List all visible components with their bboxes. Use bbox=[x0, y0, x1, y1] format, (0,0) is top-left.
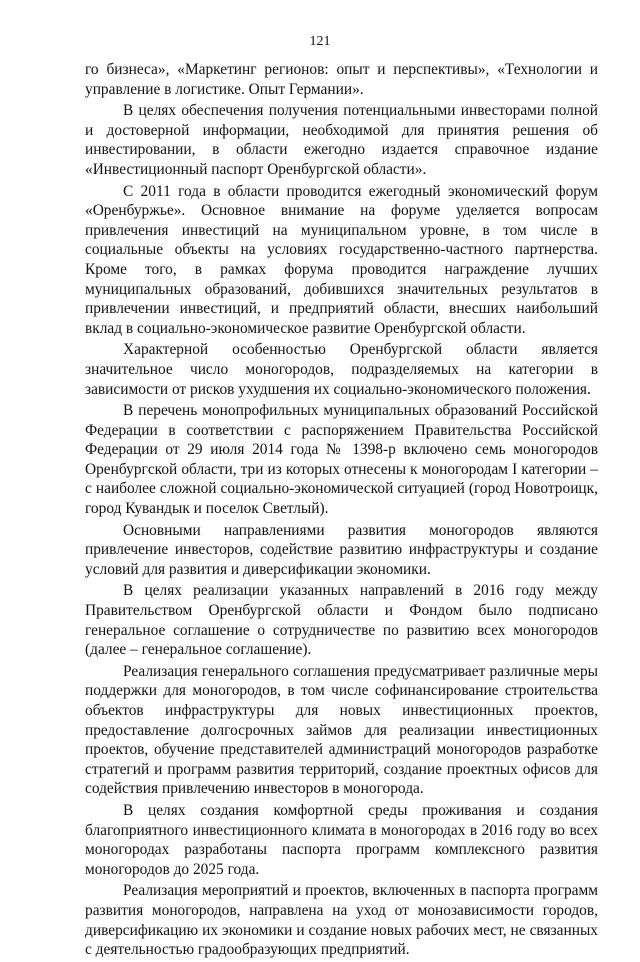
paragraph-6: Основными направлениями развития моногородов являются привлечение инвесторов, содействие развитию инфраструктуры и создание условий для развития и диверсификации экономики. bbox=[85, 521, 598, 578]
paragraph-1: го бизнеса», «Маркетинг регионов: опыт и перспективы», «Технологии и управление в логистике. Опыт Германии». bbox=[85, 61, 598, 98]
paragraph-8: Реализация генерального соглашения предусматривает различные меры поддержки для моногородов, в том числе софинансирование строительства объектов инфраструктуры для новых инвестиционных проектов, предоставление долгосрочных займов для реализации инвестиционных проектов, обучение представителей администраций моногородов разработке стратегий и программ развития территорий, создание проектных офисов для содействия привлечению инвесторов в моногорода. bbox=[85, 662, 598, 798]
paragraph-3: С 2011 года в области проводится ежегодный экономический форум «Оренбуржье». Основное внимание на форуме уделяется вопросам привлечения инвестиций на муниципальном уровне, в том числе в социальные объекты на условиях государственно-частного партнерства. Кроме того, в рамках форума проводится награждение лучших муниципальных образований, добившихся значительных результатов в привлечении инвестиций, и предприятий области, внесших наибольший вклад в социально-экономическое развитие Оренбургской области. bbox=[85, 182, 598, 337]
page-number: 121 bbox=[309, 34, 331, 49]
paragraph-10: Реализация мероприятий и проектов, включенных в паспорта программ развития моногородов, направлена на уход от монозависимости городов, диверсификацию их экономики и создание новых рабочих мест, не связанных с деятельностью градообразующих предприятий. bbox=[85, 882, 598, 959]
paragraph-7: В целях реализации указанных направлений в 2016 году между Правительством Оренбургской области и Фондом было подписано генеральное соглашение о сотрудничестве по развитию всех моногородов (далее – генеральное соглашение). bbox=[85, 582, 598, 659]
document-body bbox=[85, 60, 598, 962]
paragraph-2: В целях обеспечения получения потенциальными инвесторами полной и достоверной информации, необходимой для принятия решения об инвестировании, в области ежегодно издается справочное издание «Инвестиционный паспорт Оренбургской области». bbox=[85, 102, 598, 178]
paragraph-4: Характерной особенностью Оренбургской области является значительное число моногородов, подразделяемых на категории в зависимости от рисков ухудшения их социально-экономического положения. bbox=[85, 341, 598, 398]
paragraph-9: В целях создания комфортной среды проживания и создания благоприятного инвестиционного климата в моногородах в 2016 году во всех моногородах разработаны паспорта программ комплексного развития моногородов до 2025 года. bbox=[85, 801, 598, 878]
paragraph-5: В перечень монопрофильных муниципальных образований Российской Федерации в соответствии с распоряжением Правительства Российской Федерации от 29 июля 2014 года № 1398-р включено семь моногородов Оренбургской области, три из которых отнесены к моногородам I категории – с наиболее сложной социально-экономической ситуацией (город Новотроицк, город Кувандык и поселок Светлый). bbox=[85, 402, 598, 518]
